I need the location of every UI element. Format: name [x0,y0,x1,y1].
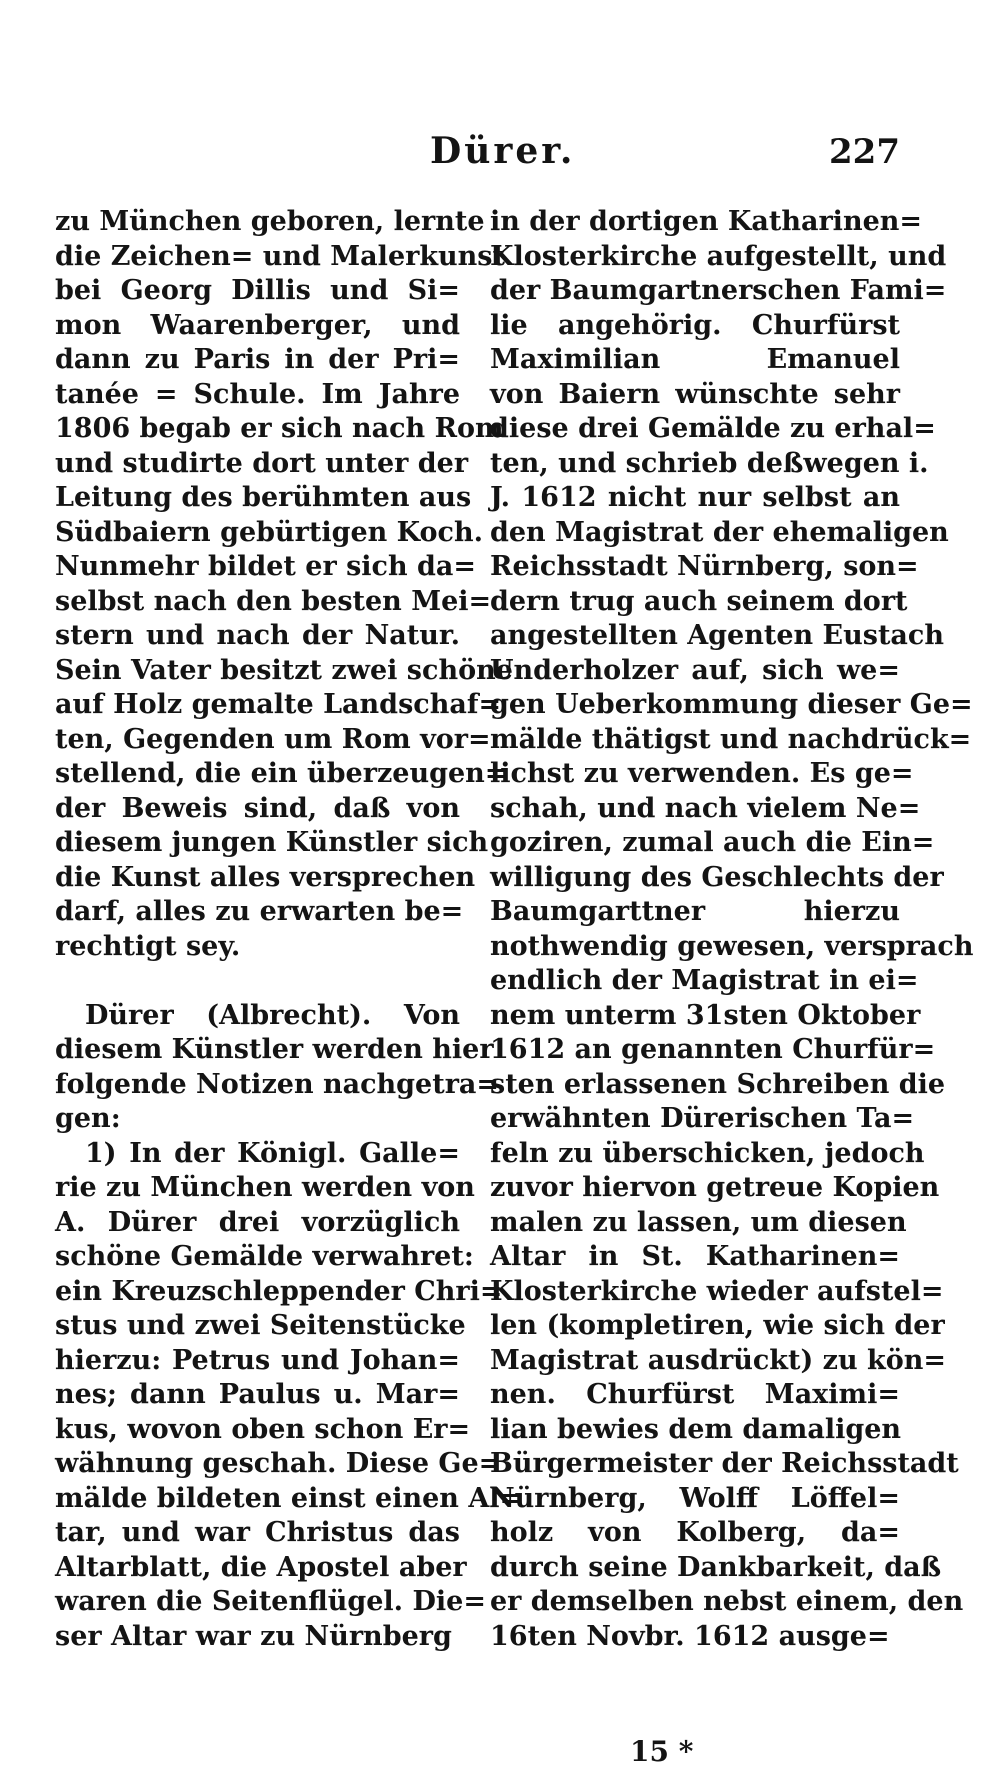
text-line: len (kompletiren, wie sich der [490,1310,945,1341]
text-line: Bürgermeister der Reichsstadt [490,1448,959,1479]
running-head: Dürer. [430,130,576,172]
text-line: der Baumgartnerschen Fami= [490,275,947,306]
text-line: Klosterkirche wieder aufstel= [490,1275,944,1307]
text-line: dern trug auch seinem dort [490,585,908,617]
text-line: nothwendig gewesen, versprach [490,930,974,962]
text-line: nes; dann Paulus u. Mar= [55,1379,460,1410]
text-line: und studirte dort unter der [55,447,469,479]
text-line: Nunmehr bildet er sich da= [55,551,476,582]
text-line: 1806 begab er sich nach Rom [55,413,504,444]
text-line: dann zu Paris in der Pri= [55,344,460,375]
text-line: mon Waarenberger, und [55,309,460,341]
text-line: Reichsstadt Nürnberg, son= [490,551,919,582]
text-line: endlich der Magistrat in ei= [490,965,919,996]
text-line: mälde thätigst und nachdrück= [490,723,972,755]
page-header [0,128,1000,178]
left-text-column [55,205,523,1654]
text-line: A. Dürer drei vorzüglich [55,1206,460,1238]
text-line: die Kunst alles versprechen [55,861,476,893]
text-line: von Baiern wünschte sehr [490,378,900,410]
text-line: kus, wovon oben schon Er= [55,1413,471,1445]
text-line: schah, und nach vielem Ne= [490,792,921,824]
text-line: Underholzer auf, sich we= [490,654,900,686]
text-line: stellend, die ein überzeugen= [55,758,508,789]
text-line: lian bewies dem damaligen [490,1413,902,1445]
text-line: Altarblatt, die Apostel aber [55,1551,467,1583]
text-line: Baumgarttner hierzu [490,896,900,927]
text-line: zu München geboren, lernte [55,206,485,237]
text-line: gen Ueberkommung dieser Ge= [490,689,973,720]
text-line: Südbaiern gebürtigen Koch. [55,516,484,548]
text-line: Altar in St. Katharinen= [490,1241,900,1272]
text-line: ten, und schrieb deßwegen i. [490,447,929,479]
text-line: nem unterm 31sten Oktober [490,999,921,1031]
text-line: 1) In der Königl. Galle= [85,1137,460,1169]
text-line: diesem Künstler werden hier [55,1034,494,1065]
text-line: rie zu München werden von [55,1172,475,1203]
text-line: Maximilian Emanuel [490,344,900,375]
text-line: stern und nach der Natur. [55,620,460,651]
text-line: malen zu lassen, um diesen [490,1206,907,1238]
text-line: Leitung des berühmten aus [55,482,472,513]
text-line: folgende Notizen nachgetra= [55,1068,500,1100]
text-line: willigung des Geschlechts der [490,861,944,893]
text-line: diesem jungen Künstler sich [55,827,489,858]
text-line: ein Kreuzschleppender Chri= [55,1275,503,1307]
text-line: tanée = Schule. Im Jahre [55,378,460,410]
paragraph-gap [55,964,460,999]
text-line: zuvor hiervon getreue Kopien [490,1172,940,1203]
text-line: goziren, zumal auch die Ein= [490,827,935,858]
text-line: lie angehörig. Churfürst [490,309,900,341]
text-line: holz von Kolberg, da= [490,1517,900,1548]
text-line: Klosterkirche aufgestellt, und [490,240,947,272]
text-line: er demselben nebst einem, den [490,1586,964,1617]
text-line: die Zeichen= und Malerkunst [55,240,505,272]
text-line: J. 1612 nicht nur selbst an [490,482,900,513]
text-line: selbst nach den besten Mei= [55,585,492,617]
signature-mark: 15 * [630,1735,694,1768]
text-line: wähnung geschah. Diese Ge= [55,1448,502,1479]
text-line: nen. Churfürst Maximi= [490,1379,900,1410]
text-line: tar, und war Christus das [55,1517,460,1548]
text-line: ser Altar war zu Nürnberg [55,1620,452,1652]
text-line: hierzu: Petrus und Johan= [55,1344,460,1376]
text-line: durch seine Dankbarkeit, daß [490,1551,942,1583]
text-line: Sein Vater besitzt zwei schöne [55,654,513,686]
text-line: angestellten Agenten Eustach [490,620,944,651]
text-line: sten erlassenen Schreiben die [490,1068,946,1100]
text-line: Dürer (Albrecht). Von [85,999,460,1031]
text-line: Magistrat ausdrückt) zu kön= [490,1344,946,1376]
text-line: in der dortigen Katharinen= [490,206,922,237]
text-line: ten, Gegenden um Rom vor= [55,723,491,755]
text-line: stus und zwei Seitenstücke [55,1310,466,1341]
text-line: mälde bildeten einst einen Al= [55,1482,523,1514]
text-line: gen: [55,1103,121,1134]
text-line: feln zu überschicken, jedoch [490,1137,925,1169]
text-line: diese drei Gemälde zu erhal= [490,413,936,444]
text-line: rechtigt sey. [55,930,241,962]
text-line: 16ten Novbr. 1612 ausge= [490,1620,890,1652]
text-line: auf Holz gemalte Landschaf= [55,689,502,720]
text-line: bei Georg Dillis und Si= [55,275,460,306]
right-text-column [490,205,974,1654]
text-line: darf, alles zu erwarten be= [55,896,464,927]
text-line: lichst zu verwenden. Es ge= [490,758,914,789]
text-line: waren die Seitenflügel. Die= [55,1586,486,1617]
page-number: 227 [829,132,900,172]
text-line: den Magistrat der ehemaligen [490,516,949,548]
text-line: erwähnten Dürerischen Ta= [490,1103,915,1134]
text-line: schöne Gemälde verwahret: [55,1241,474,1272]
text-line: Nürnberg, Wolff Löffel= [490,1482,900,1514]
text-line: 1612 an genannten Churfür= [490,1034,936,1065]
text-line: der Beweis sind, daß von [55,792,460,824]
